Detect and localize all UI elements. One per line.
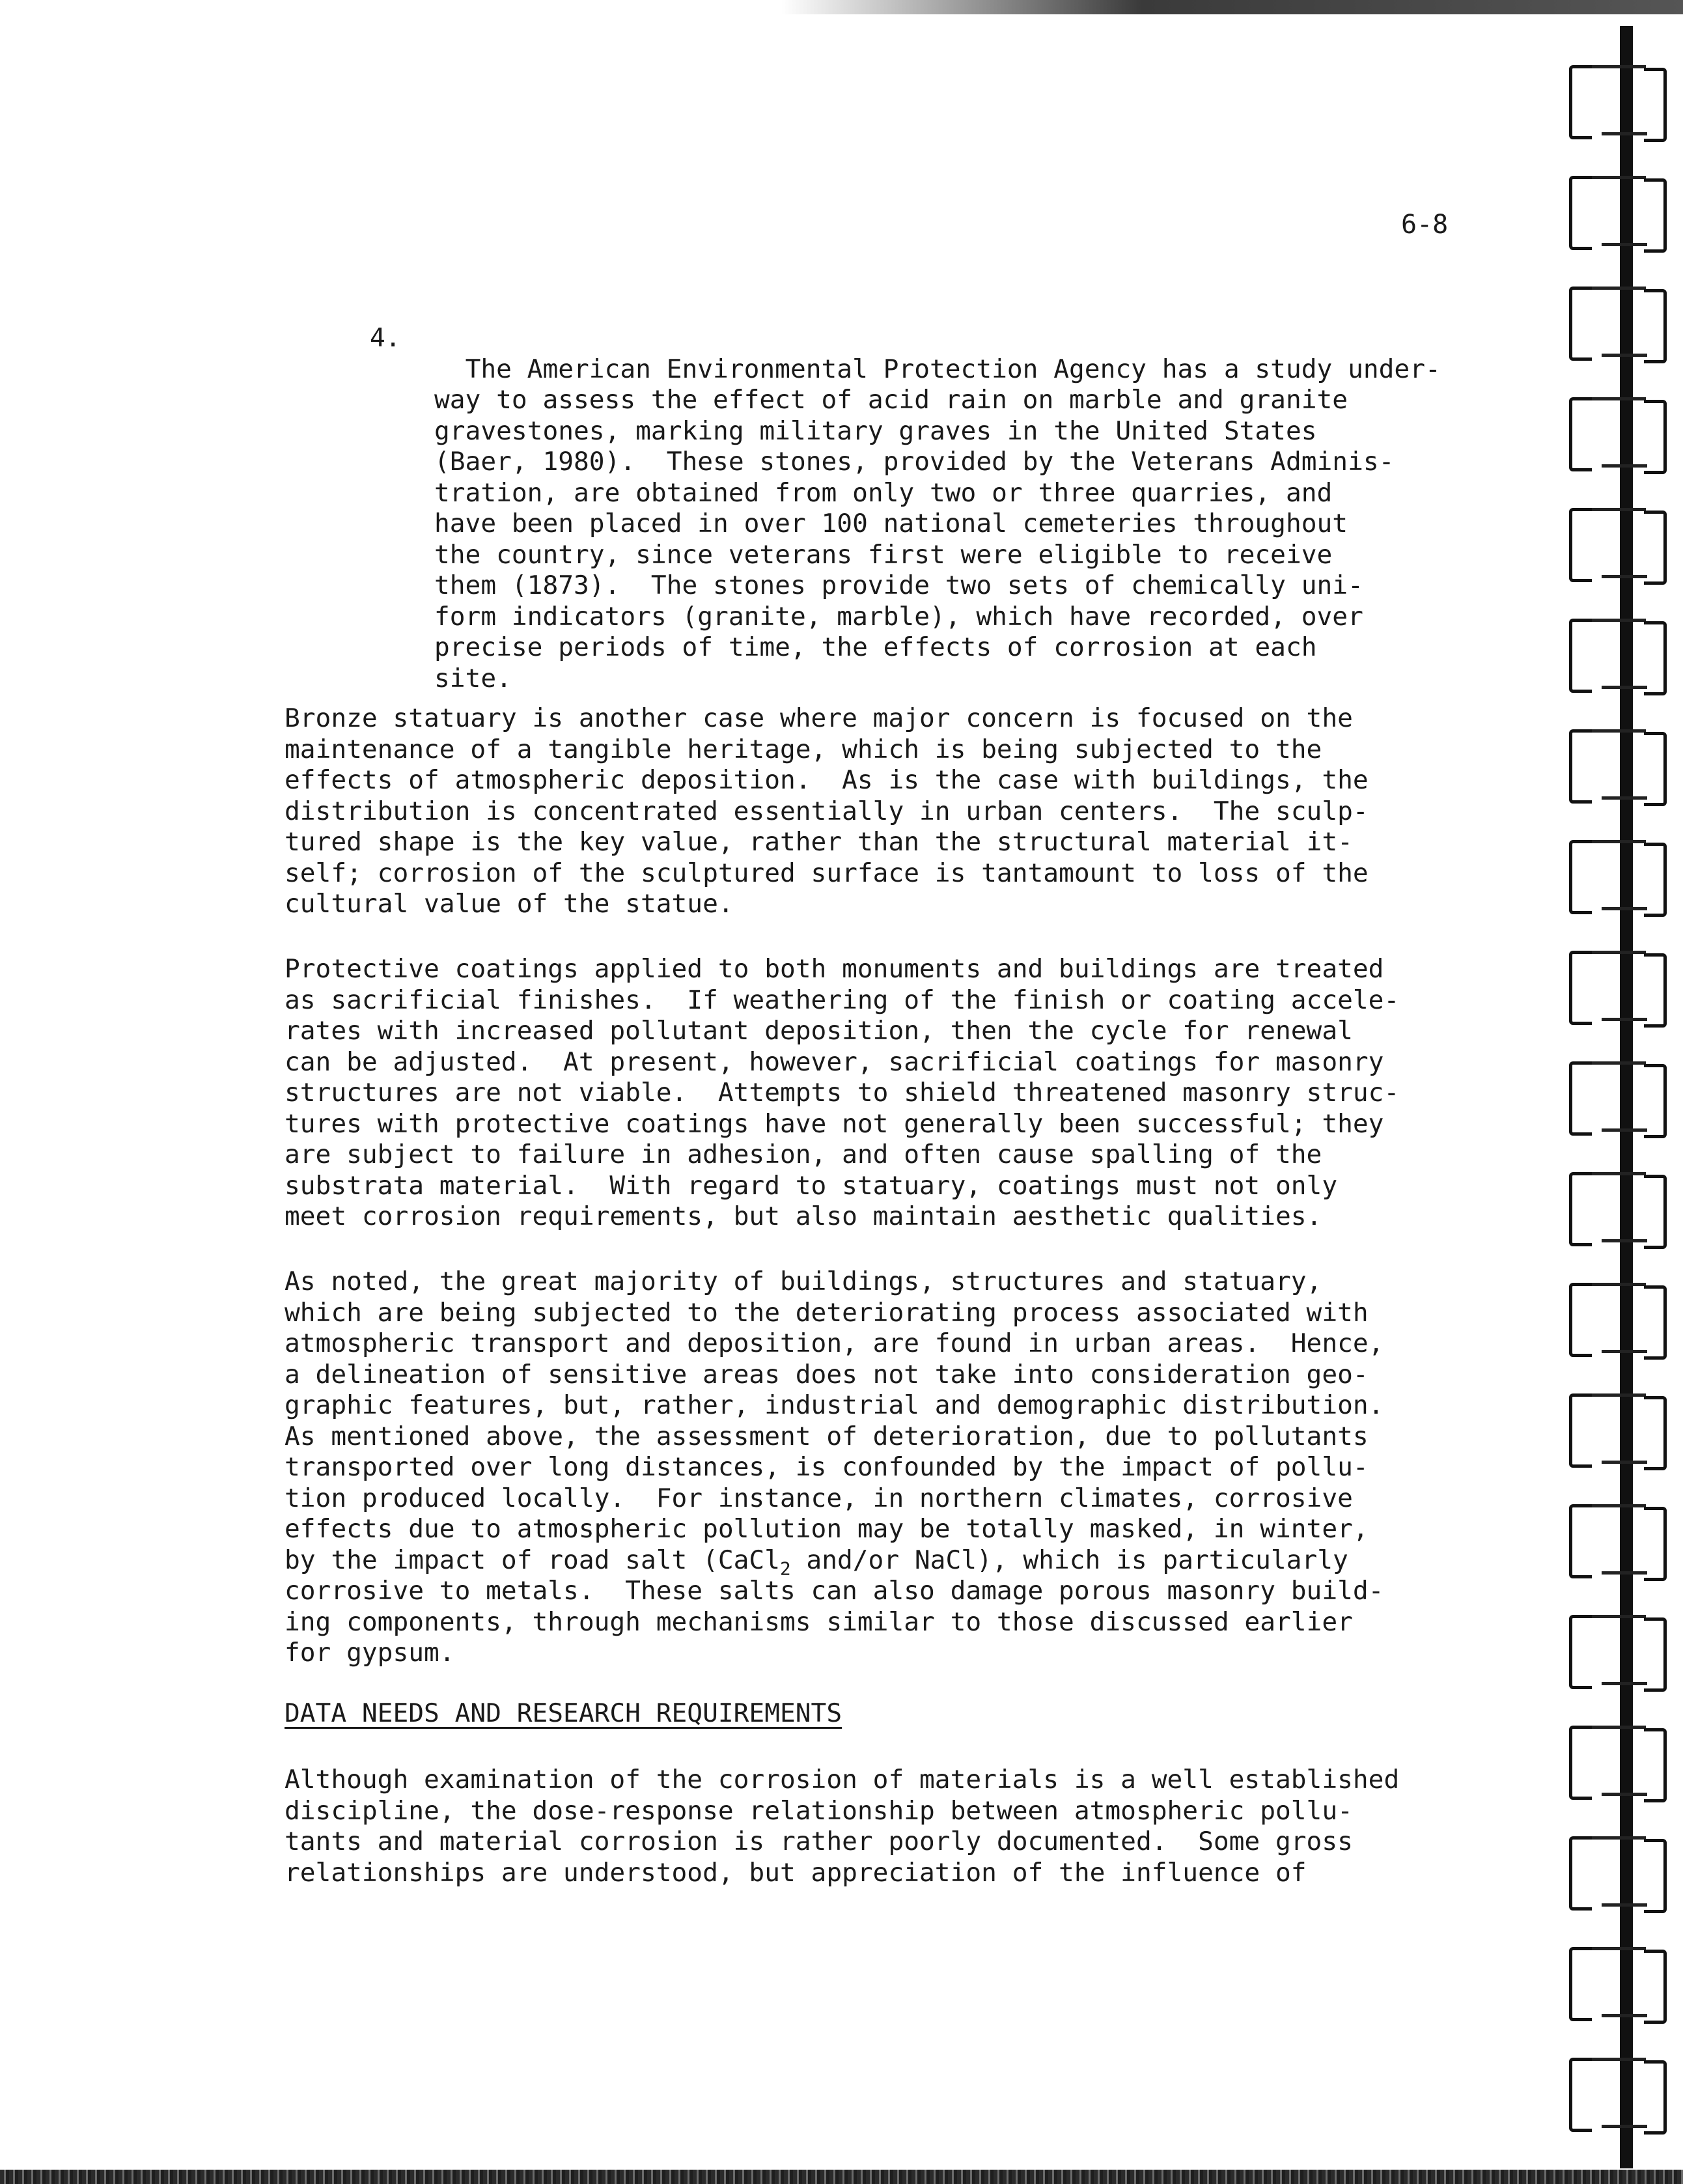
text-line: effects of atmospheric deposition. As is the case with buildings, the [285,765,1369,795]
text-line: corrosive to metals. These salts can also damage porous masonry build- [285,1576,1384,1606]
binding-ring [1569,397,1667,468]
binding-ring [1569,1393,1667,1464]
list-item-number: 4. [370,323,401,353]
text-line: precise periods of time, the effects of corrosion at each [434,632,1317,662]
paragraph-protective-coatings [285,954,1399,1233]
text-line: Although examination of the corrosion of materials is a well established [285,1765,1400,1795]
text-line: discipline, the dose-response relationship between atmospheric pollu- [285,1795,1353,1826]
binding-ring [1569,287,1667,357]
binding-ring [1569,1836,1667,1907]
binding-ring [1569,619,1667,689]
text-line: can be adjusted. At present, however, sacrificial coatings for masonry [285,1046,1384,1077]
salt-line-start: by the impact of road salt (CaCl [285,1545,780,1575]
text-line: form indicators (granite, marble), which have recorded, over [434,601,1363,632]
text-line: for gypsum. [285,1638,455,1668]
page-edge-shadow-bottom [0,2170,1683,2184]
text-line: substrata material. With regard to statuary, coatings must not only [285,1170,1338,1201]
subscript-2: 2 [780,1558,791,1580]
text-line: them (1873). The stones provide two sets of chemically uni- [434,570,1363,600]
paragraph-bronze-statuary [285,703,1369,920]
paragraph-urban-areas [285,1267,1384,1669]
text-line: atmospheric transport and deposition, are found in urban areas. Hence, [285,1328,1384,1358]
text-line: ing components, through mechanisms similar to those discussed earlier [285,1606,1353,1637]
text-line: the country, since veterans first were eligible to receive [434,539,1333,570]
text-line: gravestones, marking military graves in the United States [434,415,1317,446]
text-line: transported over long distances, is confounded by the impact of pollu- [285,1452,1369,1482]
binding-ring [1569,1947,1667,2017]
text-line: rates with increased pollutant deposition, then the cycle for renewal [285,1016,1353,1046]
binding-ring [1569,729,1667,800]
text-line: Protective coatings applied to both monuments and buildings are treated [285,954,1384,984]
text-line: relationships are understood, but appreciation of the influence of [285,1857,1307,1888]
text-line: are subject to failure in adhesion, and often cause spalling of the [285,1140,1322,1169]
text-line: effects due to atmospheric pollution may be totally masked, in winter, [285,1514,1369,1544]
text-line: structures are not viable. Attempts to shield threatened masonry struc- [285,1078,1400,1108]
text-line: tures with protective coatings have not generally been successful; they [285,1108,1384,1139]
text-line: As noted, the great majority of buildings, structures and statuary, [285,1267,1322,1296]
text-line: which are being subjected to the deteriorating process associated with [285,1297,1369,1328]
text-line: way to assess the effect of acid rain on marble and granite [434,385,1348,415]
text-line: have been placed in over 100 national cemeteries throughout [434,509,1348,539]
binding-ring [1569,1172,1667,1242]
text-line: tration, are obtained from only two or three quarries, and [434,477,1333,508]
spiral-binding [1543,0,1683,2184]
text-line: tured shape is the key value, rather than the structural material it- [285,827,1353,857]
text-line: As mentioned above, the assessment of deterioration, due to pollutants [285,1421,1369,1451]
section-heading: DATA NEEDS AND RESEARCH REQUIREMENTS [285,1698,842,1728]
text-line: as sacrificial finishes. If weathering of the finish or coating accele- [285,985,1400,1015]
text-line: self; corrosion of the sculptured surface is tantamount to loss of the [285,858,1369,888]
text-line: tants and material corrosion is rather poorly documented. Some gross [285,1827,1353,1856]
binding-ring [1569,176,1667,246]
text-line: Bronze statuary is another case where major concern is focused on the [285,703,1353,733]
text-line: cultural value of the statue. [285,889,734,919]
binding-ring [1569,840,1667,910]
paragraph-corrosion-examination [285,1765,1399,1888]
text-line: maintenance of a tangible heritage, which is being subjected to the [285,734,1322,764]
salt-line-end: and/or NaCl), which is particularly [790,1545,1348,1575]
text-line: distribution is concentrated essentially in urban centers. The sculp- [285,796,1369,826]
text-line: site. [434,663,512,693]
text-line: graphic features, but, rather, industrial and demographic distribution. [285,1390,1384,1420]
binding-ring [1569,508,1667,578]
text-line: tion produced locally. For instance, in northern climates, corrosive [285,1483,1353,1513]
text-line: meet corrosion requirements, but also maintain aesthetic qualities. [285,1201,1322,1231]
binding-ring [1569,1726,1667,1796]
text-line: (Baer, 1980). These stones, provided by the Veterans Adminis- [434,447,1395,477]
text-line: The American Environmental Protection Agency has a study under- [465,354,1441,384]
binding-ring [1569,1615,1667,1685]
binding-ring [1569,951,1667,1021]
list-item-4-text [434,323,1441,694]
page-number: 6-8 [1401,210,1449,240]
text-line: a delineation of sensitive areas does not take into consideration geo- [285,1359,1369,1390]
binding-ring [1569,1061,1667,1132]
binding-ring [1569,2058,1667,2128]
binding-ring [1569,1504,1667,1575]
binding-ring [1569,65,1667,135]
binding-ring [1569,1283,1667,1353]
